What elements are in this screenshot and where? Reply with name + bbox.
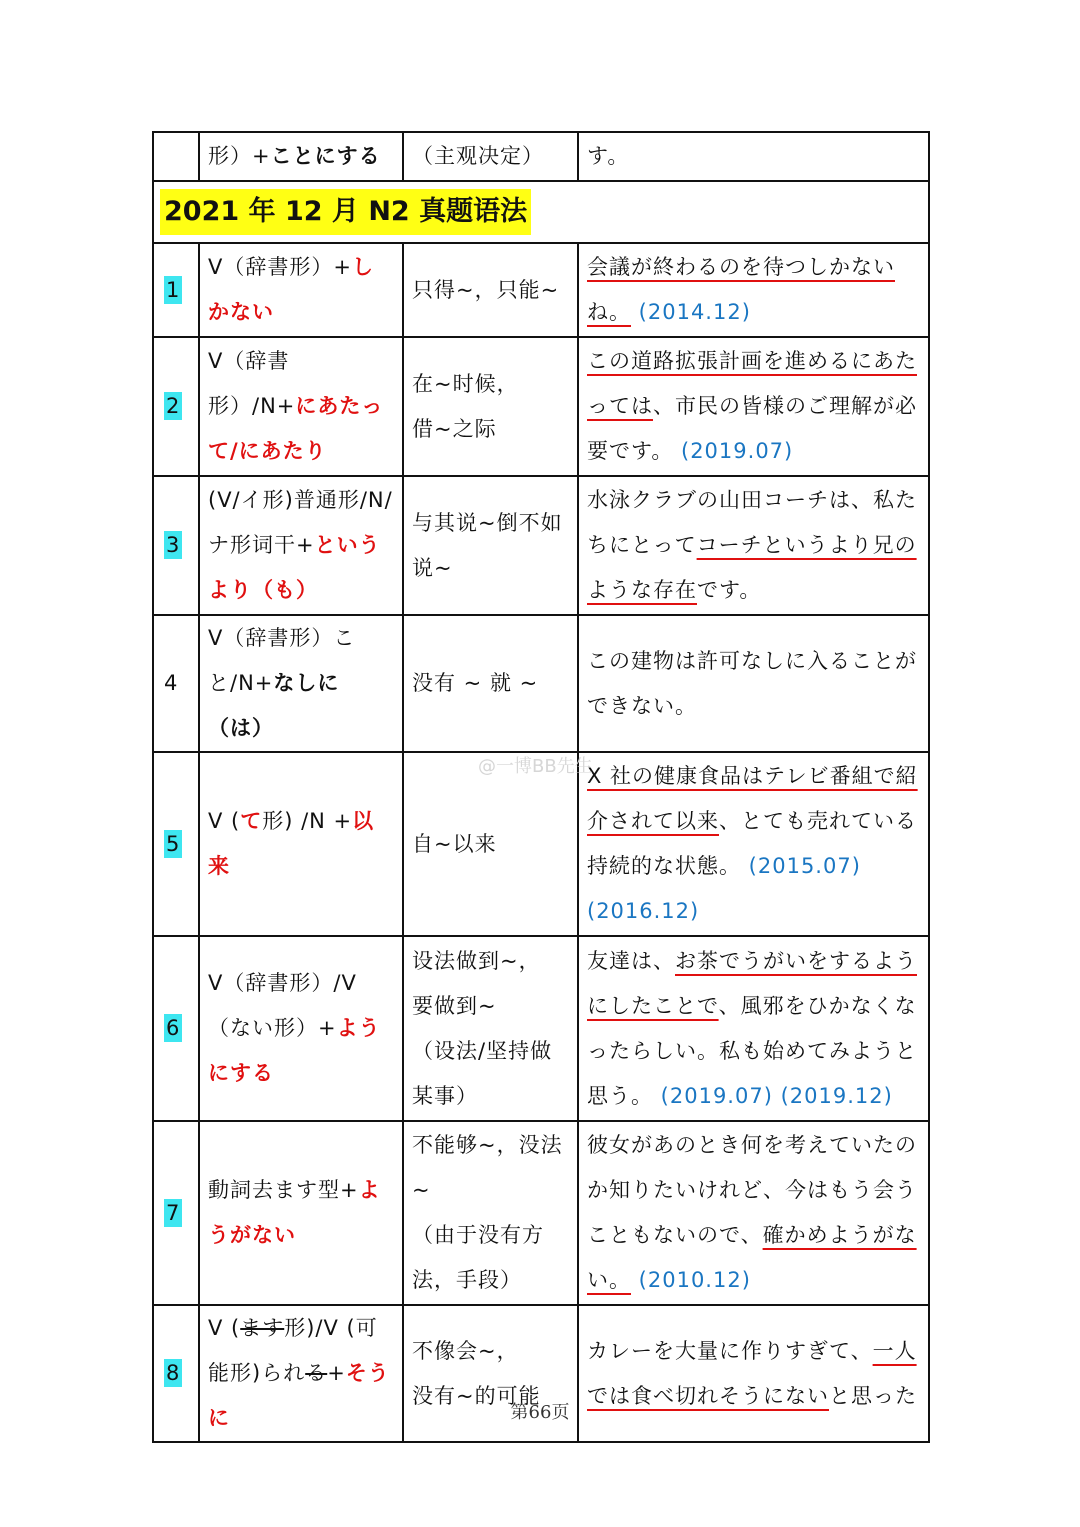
- number-cell: [153, 337, 199, 476]
- page-number: 第66页: [510, 1402, 570, 1423]
- example-cell: [578, 752, 929, 936]
- grammar-text: 形）+: [208, 144, 271, 168]
- example-text: 友達は、: [587, 948, 675, 973]
- meaning-line: （设法/坚持做某事）: [412, 1038, 553, 1108]
- example-cell: [578, 936, 929, 1121]
- table-row: [153, 337, 929, 476]
- grammar-keyword: しかない: [208, 255, 374, 324]
- grammar-cell: [199, 752, 403, 936]
- grammar-cell: [199, 337, 403, 476]
- table-row: [153, 936, 929, 1121]
- grammar-cell: [199, 936, 403, 1121]
- grammar-text: V (: [208, 809, 241, 833]
- meaning-cell: [403, 752, 578, 936]
- meaning-line: 借~之际: [412, 416, 497, 441]
- grammar-text: ます: [240, 1316, 285, 1340]
- row-number: 6: [166, 1016, 181, 1040]
- meaning-line: 不像会~，: [412, 1338, 519, 1363]
- grammar-cell: [199, 476, 403, 615]
- meaning-cell: [403, 615, 578, 752]
- meaning-line: 自~以来: [412, 831, 497, 856]
- example-text: お茶でうがいをするようにしたことで: [587, 948, 917, 1018]
- example-text: この道路拡張計画を進めるにあたっては: [587, 349, 917, 418]
- example-text: 確かめようがない。: [587, 1223, 917, 1292]
- meaning-cell: [403, 476, 578, 615]
- example-text: コーチというより兄のような存在: [587, 533, 917, 602]
- number-cell: [153, 1121, 199, 1305]
- example-cell: [578, 1121, 929, 1305]
- row-number: 5: [166, 831, 181, 856]
- grammar-cell: [199, 615, 403, 752]
- number-cell: [153, 936, 199, 1121]
- row-number: 4: [164, 671, 179, 695]
- example-text: 水泳クラブの山田コーチは、私たちにとって: [587, 488, 917, 557]
- grammar-keyword: そうに: [208, 1361, 390, 1430]
- grammar-keyword: ようにする: [208, 1016, 381, 1085]
- meaning-line: 与其说~倒不如说~: [412, 510, 563, 580]
- section-title-row: [153, 181, 929, 243]
- example-cell: [578, 476, 929, 615]
- example-cell: [578, 132, 929, 181]
- meaning-line: 没有 ~ 就 ~: [412, 671, 539, 695]
- table-row: [153, 1121, 929, 1305]
- grammar-text: V（辞書形）こと/N+: [208, 626, 356, 695]
- example-text: 一人では食べ切れそうにない: [587, 1338, 917, 1408]
- example-text: 、市民の皆様のご理解が必要です。: [587, 394, 917, 463]
- example-text: この建物は許可なしに入ることができない。: [587, 648, 917, 718]
- exam-year: (2015.07) (2016.12): [587, 854, 861, 923]
- grammar-keyword: 以来: [208, 809, 375, 878]
- table-row: [153, 476, 929, 615]
- row-number: 3: [166, 533, 181, 557]
- section-title-cell: [153, 181, 929, 243]
- meaning-line: 只得~，只能~: [412, 277, 560, 302]
- meaning-line: 没有~的可能: [412, 1383, 541, 1408]
- grammar-text: (V/イ形)普通形/N/ナ形词干+: [208, 488, 393, 557]
- grammar-cell: [199, 1121, 403, 1305]
- meaning-cell: [403, 936, 578, 1121]
- example-text: 彼女があのとき何を考えていたのか知りたいけれど、今はもう会うこともないので、: [587, 1133, 917, 1247]
- meaning-cell: [403, 337, 578, 476]
- grammar-text: V（辞書形）+: [208, 255, 352, 279]
- example-text: カレーを大量に作りすぎて、: [587, 1338, 873, 1363]
- exam-year: (2014.12): [631, 300, 751, 324]
- meaning-text: （主观决定）: [412, 144, 544, 168]
- meaning-cell: [403, 132, 578, 181]
- grammar-keyword: というより（も）: [208, 533, 381, 602]
- grammar-text: 形) /N +: [262, 809, 353, 833]
- example-cell: [578, 337, 929, 476]
- exam-year: (2019.07): [673, 439, 794, 463]
- grammar-table: [152, 131, 930, 1443]
- grammar-keyword: にあたって/にあたり: [208, 394, 384, 463]
- row-number: 7: [166, 1200, 181, 1225]
- meaning-line: 不能够~，没法~: [412, 1133, 563, 1202]
- number-cell: [153, 615, 199, 752]
- number-cell: [153, 243, 199, 337]
- number-cell: [153, 752, 199, 936]
- grammar-text: +: [327, 1361, 346, 1385]
- number-cell: [153, 132, 199, 181]
- meaning-line: （由于没有方法，手段）: [412, 1223, 544, 1292]
- example-text: 会議が終わるのを待つしかないね。: [587, 255, 895, 324]
- table-row: [153, 243, 929, 337]
- grammar-cell: [199, 132, 403, 181]
- grammar-keyword: ことにする: [270, 144, 381, 168]
- meaning-line: 设法做到~，: [412, 948, 541, 973]
- row-number: 2: [166, 394, 181, 418]
- meaning-cell: [403, 243, 578, 337]
- table-row: [153, 615, 929, 752]
- example-text: と思った: [829, 1383, 917, 1408]
- grammar-text: 形)/V (可能形)られ: [208, 1316, 378, 1385]
- meaning-cell: [403, 1121, 578, 1305]
- exam-year: (2019.07) (2019.12): [653, 1083, 893, 1108]
- meaning-line: 在~时候，: [412, 371, 519, 396]
- grammar-text: V（辞書形）/V（ない形）+: [208, 971, 357, 1040]
- example-cell: [578, 615, 929, 752]
- meaning-line: 要做到~: [412, 993, 497, 1018]
- example-text: です。: [697, 578, 762, 602]
- watermark: @一博BB先生: [478, 756, 593, 777]
- row-number: 1: [166, 277, 181, 302]
- section-title: 2021 年 12 月 N2 真题语法: [160, 189, 531, 235]
- grammar-keyword: なしに（は）: [208, 671, 340, 740]
- number-cell: [153, 476, 199, 615]
- example-cell: [578, 243, 929, 337]
- grammar-text: V（辞書形）/N+: [208, 349, 296, 418]
- table-row-continuation: [153, 132, 929, 181]
- table-row: [153, 752, 929, 936]
- grammar-cell: [199, 243, 403, 337]
- example-text: す。: [587, 144, 630, 168]
- example-text: X 社の健康食品はテレビ番組で紹介されて以来: [587, 764, 918, 833]
- grammar-text: る: [305, 1361, 328, 1385]
- example-text: 、とても売れている持続的な状態。: [587, 809, 917, 878]
- exam-year: (2010.12): [631, 1268, 751, 1292]
- grammar-text: 動詞去ます型+: [208, 1178, 359, 1202]
- example-text: 、風邪をひかなくなったらしい。私も始めてみようと思う。: [587, 993, 917, 1108]
- grammar-text: V (: [208, 1316, 241, 1340]
- grammar-keyword: ようがない: [208, 1178, 381, 1247]
- grammar-keyword: て: [240, 809, 263, 833]
- row-number: 8: [166, 1361, 181, 1385]
